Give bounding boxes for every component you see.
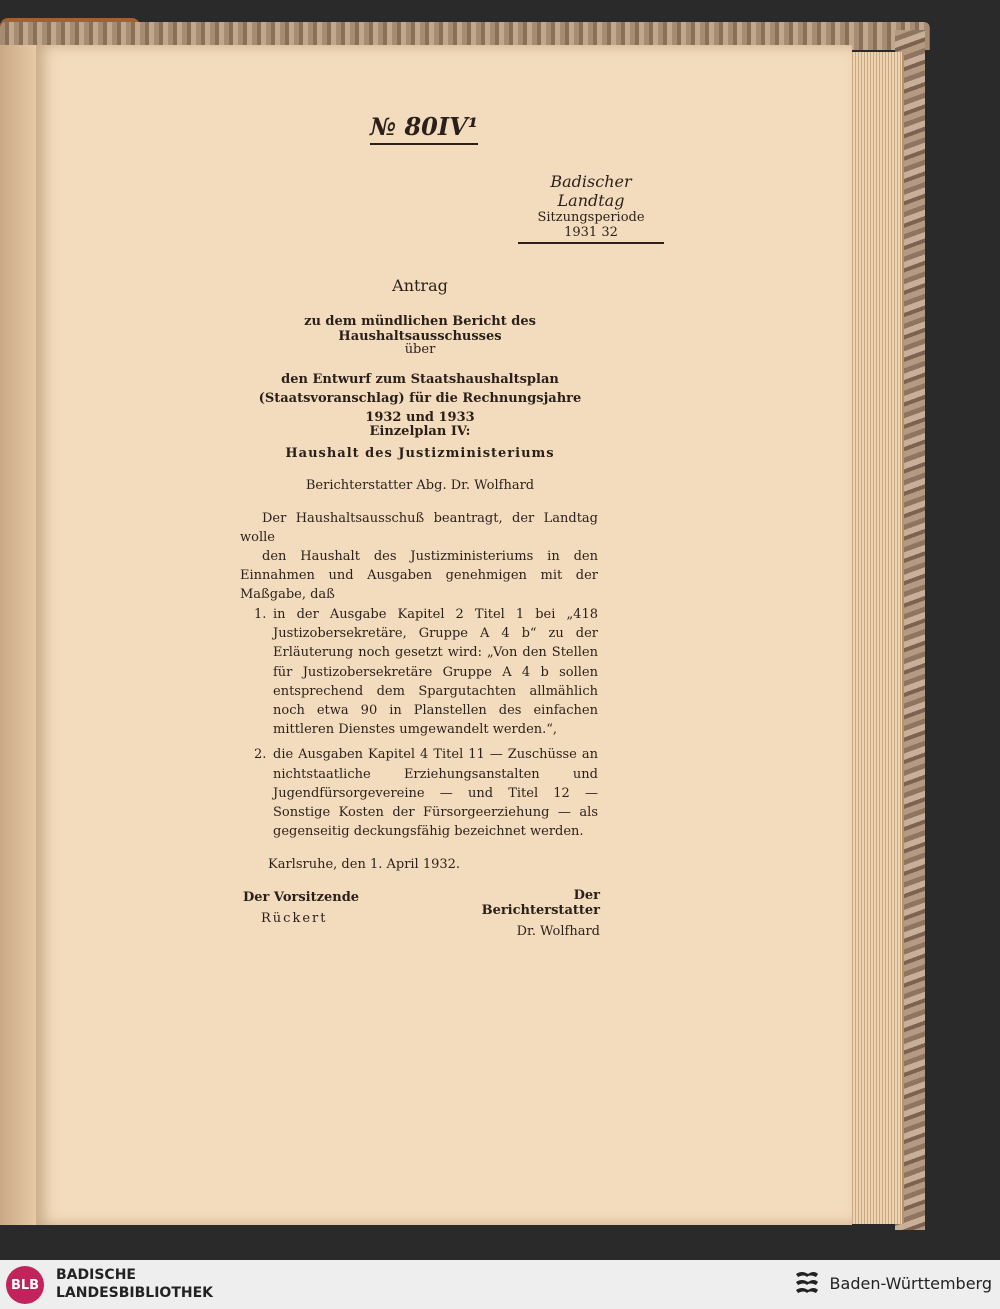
signature-role: Der Vorsitzende: [243, 890, 360, 905]
signature-name: Dr. Wolfhard: [516, 924, 600, 939]
motion-items: [240, 605, 598, 847]
paragraph-intro: Der Haushaltsausschuß beantragt, der Landtag wolle: [240, 511, 598, 546]
item-text: in der Ausgabe Kapitel 2 Titel 1 bei „418 Justizobersekretäre, Gruppe A 4 b“ zu der Erläuterung noch gesetzt wird: „Von den Stellen für Justizobersekretäre Gruppe A 4 b sollen entsprechend dem Spargutachten allmählich noch etwa 90 in Planstellen des einfachen mittleren Dienstes umgewandelt werden.“,: [273, 607, 598, 738]
subtitle-report: zu dem mündlichen Bericht des Haushaltsausschusses: [304, 314, 536, 344]
rapporteur-line: Berichterstatter Abg. Dr. Wolfhard: [305, 478, 535, 493]
signature-role: Der Berichterstatter: [481, 888, 600, 918]
baden-wuerttemberg-lions-icon: [792, 1268, 822, 1300]
item-number: 2.: [254, 747, 267, 763]
library-line2: LANDESBIBLIOTHEK: [56, 1285, 214, 1301]
subtitle-over: über: [404, 342, 436, 357]
stamp-line1: Badischer Landtag: [550, 172, 632, 210]
document-number: № 80IV¹: [370, 112, 478, 145]
place-date: Karlsruhe, den 1. April 1932.: [268, 857, 461, 872]
subtitle-draft: den Entwurf zum Staatshaushaltsplan (Staatsvoranschlag) für die Rechnungsjahre 1932 und 1933: [258, 372, 582, 425]
state-name[interactable]: Baden-Württemberg: [829, 1274, 992, 1293]
list-item: [240, 745, 598, 841]
signature-rapporteur: [470, 888, 600, 939]
landtag-stamp: [518, 172, 664, 244]
viewer-footer: [0, 1260, 1000, 1309]
signature-chairman: [243, 890, 359, 926]
page-stack: [850, 52, 904, 1224]
list-item: [240, 605, 598, 739]
signature-name: Rückert: [261, 911, 328, 926]
einzelplan-heading: Einzelplan IV:: [369, 424, 471, 439]
left-page-edge: [0, 45, 36, 1225]
stamp-line3: 1931 32: [518, 225, 664, 244]
item-text: die Ausgaben Kapitel 4 Titel 11 — Zuschüsse an nichtstaatliche Erziehungsanstalten und Jugendfürsorgevereine — und Titel 12 — Sonstige Kosten der Fürsorgeerziehung — als gegenseitig deckungsfähig bezeichnet werden.: [273, 747, 598, 840]
document-title: Antrag: [392, 276, 448, 295]
blb-logo-icon[interactable]: BLB: [6, 1266, 44, 1304]
item-number: 1.: [254, 607, 267, 622]
library-line1: BADISCHE: [56, 1267, 136, 1283]
haushalt-heading: Haushalt des Justizministeriums: [285, 446, 555, 461]
library-name[interactable]: [56, 1266, 213, 1302]
paragraph-main: den Haushalt des Justizministeriums in den Einnahmen und Ausgaben genehmigen mit der Maßgabe, daß: [240, 549, 598, 603]
stamp-line2: Sitzungsperiode: [537, 210, 645, 225]
